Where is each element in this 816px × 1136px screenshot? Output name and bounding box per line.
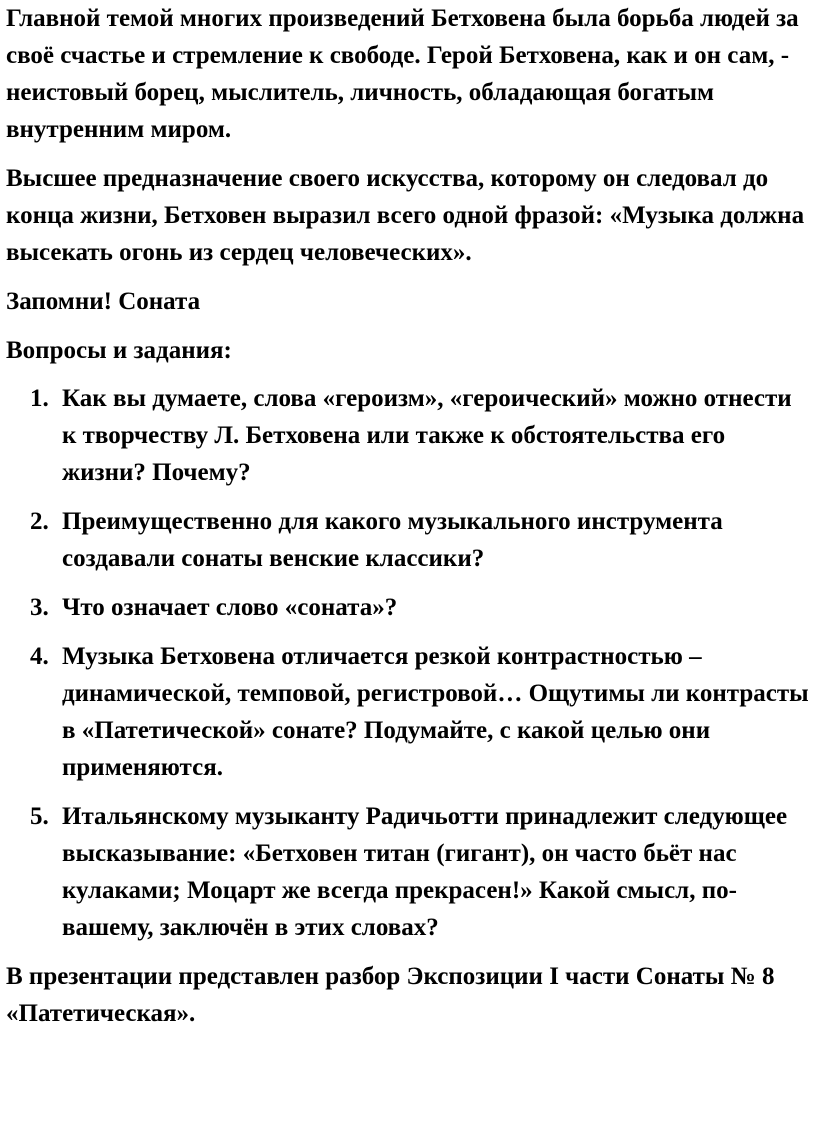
presentation-note: В презентации представлен разбор Экспозиции I части Сонаты № 8 «Патетическая». (6, 963, 775, 1027)
questions-heading: Вопросы и задания: (6, 337, 232, 364)
mission-paragraph: Высшее предназначение своего искусства, которому он следовал до конца жизни, Бетховен выразил всего одной фразой: «Музыка должна высекать огонь из сердец человеческих». (6, 165, 805, 266)
question-item (6, 798, 812, 946)
question-number: 4. (30, 643, 49, 670)
question-item (6, 638, 812, 786)
question-text: Музыка Бетховена отличается резкой контрастностью – динамической, темповой, регистровой… Ощутимы ли контрасты в «Патетической» сонате? Подумайте, с какой целью они применяются. (62, 643, 809, 781)
document-page (6, 0, 812, 1032)
question-number: 3. (30, 594, 49, 621)
questions-list (6, 380, 812, 946)
question-number: 2. (30, 508, 49, 535)
question-number: 5. (30, 803, 49, 830)
remember-note: Запомни! Соната (6, 288, 201, 315)
question-text: Итальянскому музыканту Радичьотти принадлежит следующее высказывание: «Бетховен титан (гигант), он часто бьёт нас кулаками; Моцарт же всегда прекрасен!» Какой смысл, по-вашему, заключён в этих словах? (62, 803, 788, 941)
question-item (6, 380, 812, 491)
question-text: Преимущественно для какого музыкального инструмента создавали сонаты венские классики? (62, 508, 723, 572)
question-item (6, 503, 812, 577)
intro-paragraph: Главной темой многих произведений Бетховена была борьба людей за своё счастье и стремление к свободе. Герой Бетховена, как и он сам, - неистовый борец, мыслитель, личность, обладающая богатым внутренним миром. (6, 5, 799, 143)
question-text: Что означает слово «соната»? (62, 594, 398, 621)
question-number: 1. (30, 385, 49, 412)
question-text: Как вы думаете, слова «героизм», «героический» можно отнести к творчеству Л. Бетховена или также к обстоятельства его жизни? Почему? (62, 385, 792, 486)
question-item (6, 589, 812, 626)
